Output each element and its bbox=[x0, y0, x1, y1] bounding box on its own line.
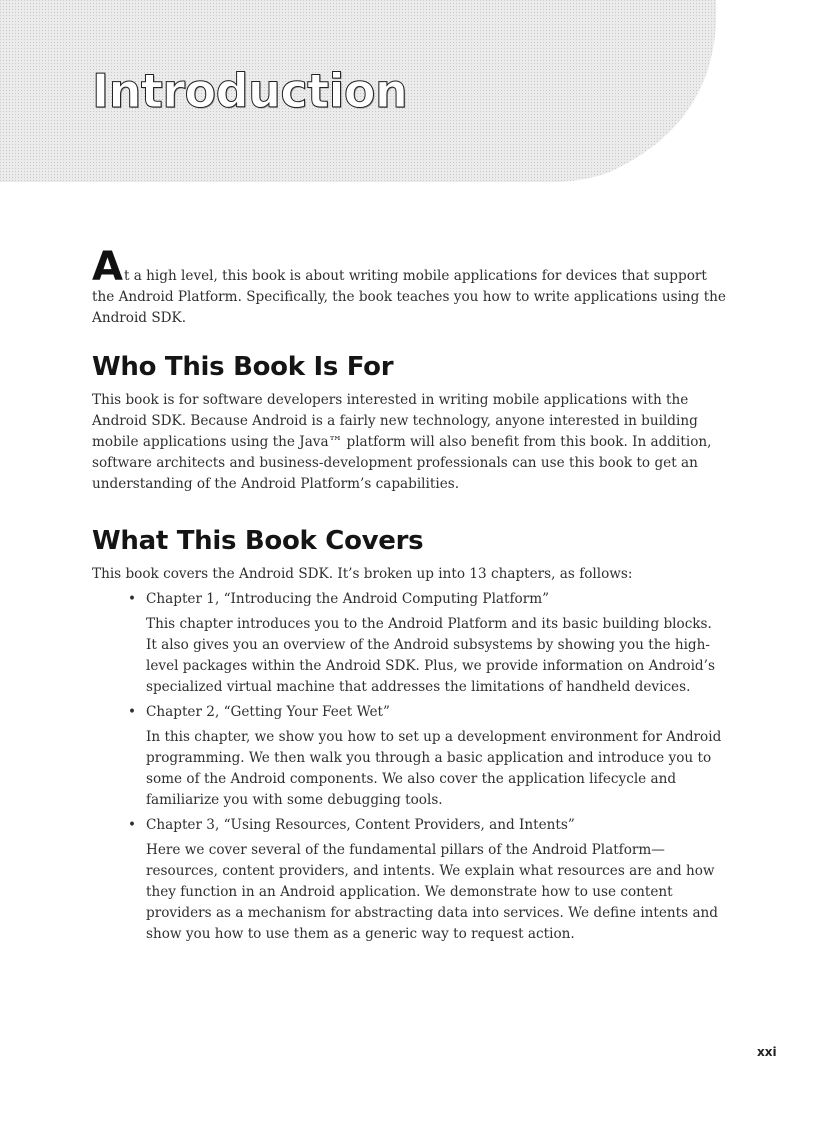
section-who-this-book-is-for bbox=[92, 350, 732, 495]
bullet-icon: • bbox=[128, 817, 137, 833]
chapter-description: This chapter introduces you to the Android Platform and its basic building blocks. It also gives you an overview of the Android subsystems by showing you the high-level packages within the Android SDK. Plus, we provide information on Android’s specialized virtual machine that addresses the limitations of handheld devices. bbox=[146, 616, 715, 695]
bullet-icon: • bbox=[128, 704, 137, 720]
section-what-this-book-covers bbox=[92, 524, 732, 949]
intro-text: t a high level, this book is about writing mobile applications for devices that support the Android Platform. Specifically, the book teaches you how to write applications using the Android SDK. bbox=[92, 268, 726, 326]
chapter-title-text: Chapter 1, “Introducing the Android Computing Platform” bbox=[146, 591, 550, 607]
chapter-title: Introduction bbox=[92, 64, 408, 118]
section-body: This book covers the Android SDK. It’s broken up into 13 chapters, as follows: bbox=[92, 566, 633, 582]
chapter-description: In this chapter, we show you how to set up a development environment for Android programming. We then walk you through a basic application and introduce you to some of the Android components. We also cover the application lifecycle and familiarize you with some debugging tools. bbox=[146, 729, 722, 808]
bullet-icon: • bbox=[128, 591, 137, 607]
drop-cap: A bbox=[92, 244, 123, 290]
chapter-title-text: Chapter 2, “Getting Your Feet Wet” bbox=[146, 704, 390, 720]
list-item bbox=[92, 815, 732, 945]
section-body: This book is for software developers interested in writing mobile applications with the Android SDK. Because Android is a fairly new technology, anyone interested in building mobile applications using the Java™ platform will also benefit from this book. In addition, software architects and business-development professionals can use this book to get an understanding of the Android Platform’s capabilities. bbox=[92, 392, 712, 492]
chapter-description: Here we cover several of the fundamental pillars of the Android Platform—resources, content providers, and intents. We explain what resources are and how they function in an Android application. We demonstrate how to use content providers as a mechanism for abstracting data into services. We define intents and show you how to use them as a generic way to request action. bbox=[146, 842, 718, 942]
intro-paragraph bbox=[92, 244, 732, 329]
page-number: xxi bbox=[757, 1045, 777, 1059]
chapter-list bbox=[92, 589, 732, 945]
list-item bbox=[92, 589, 732, 698]
section-heading: Who This Book Is For bbox=[92, 352, 394, 382]
section-heading: What This Book Covers bbox=[92, 526, 424, 556]
chapter-title-text: Chapter 3, “Using Resources, Content Providers, and Intents” bbox=[146, 817, 575, 833]
list-item bbox=[92, 702, 732, 811]
